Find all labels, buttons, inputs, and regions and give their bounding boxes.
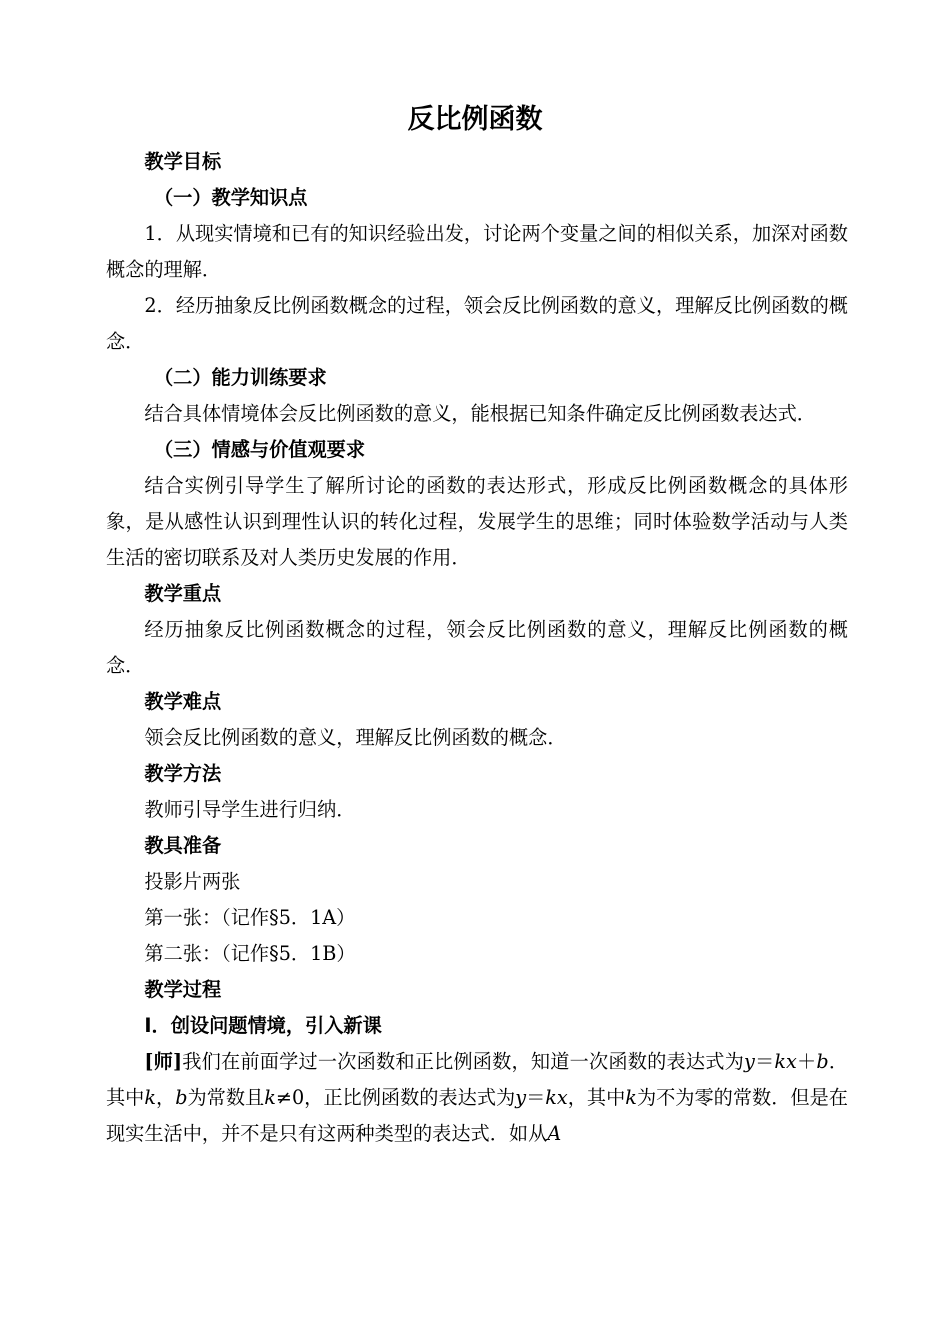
teacher-paragraph [106,1044,848,1152]
key-points-heading: 教学重点 [144,582,222,605]
difficulty-text: 领会反比例函数的意义，理解反比例函数的概念． [144,726,567,749]
text-run: 为不为零的常数．但是在现实生活中，并不是只有这两种类型的表达式．如从 [106,1086,848,1145]
math-var: A [547,1122,562,1145]
text-run: ＝ [754,1050,775,1073]
math-var: y [515,1086,527,1109]
text-run: ≠0，正比例函数的表达式为 [275,1086,516,1109]
text-run: 我们在前面学过一次函数和正比例函数，知道一次函数的表达式为 [182,1050,744,1073]
stage-1-heading: Ⅰ．创设问题情境，引入新课 [144,1014,382,1037]
method-heading: 教学方法 [144,762,222,785]
document-body [106,144,848,1152]
emotion-text: 结合实例引导学生了解所讨论的函数的表达形式，形成反比例函数概念的具体形象，是从感性认识到理性认识的转化过程，发展学生的思维；同时体验数学活动与人类生活的密切联系及对人类历史发展的作用． [106,474,848,569]
text-run: ．其中 [106,1050,849,1109]
page-title: 反比例函数 [407,104,543,135]
process-heading: 教学过程 [144,978,222,1001]
tools-heading: 教具准备 [144,834,222,857]
teacher-tag: [师] [144,1050,183,1073]
math-var: b [816,1050,829,1073]
tools-item-2: 第一张：（记作§5．1A） [144,906,356,929]
text-run: ＝ [526,1086,546,1109]
math-var: kx [774,1050,797,1073]
key-points-text: 经历抽象反比例函数概念的过程，领会反比例函数的意义，理解反比例函数的概念． [106,618,848,677]
emotion-heading: （三）情感与价值观要求 [154,438,366,461]
text-run: ，其中 [567,1086,626,1109]
ability-text: 结合具体情境体会反比例函数的意义，能根据已知条件确定反比例函数表达式． [144,402,816,425]
tools-item-3: 第二张：（记作§5．1B） [144,942,356,965]
text-run: 为常数且 [187,1086,265,1109]
math-var: k [625,1086,637,1109]
math-var: b [175,1086,188,1109]
knowledge-item-1: 1．从现实情境和已有的知识经验出发，讨论两个变量之间的相似关系，加深对函数概念的理解． [106,222,848,281]
tools-item-1: 投影片两张 [144,870,241,893]
objectives-heading: 教学目标 [144,150,222,173]
difficulty-heading: 教学难点 [144,690,222,713]
method-text: 教师引导学生进行归纳． [144,798,356,821]
knowledge-heading: （一）教学知识点 [154,186,308,209]
text-run: ， [156,1086,176,1109]
math-var: k [144,1086,157,1109]
ability-heading: （二）能力训练要求 [154,366,327,389]
text-run: ＋ [796,1050,817,1073]
math-var: kx [545,1086,568,1109]
knowledge-item-2: 2．经历抽象反比例函数概念的过程，领会反比例函数的意义，理解反比例函数的概念． [106,294,848,353]
math-var: k [264,1086,276,1109]
math-var: y [743,1050,755,1073]
